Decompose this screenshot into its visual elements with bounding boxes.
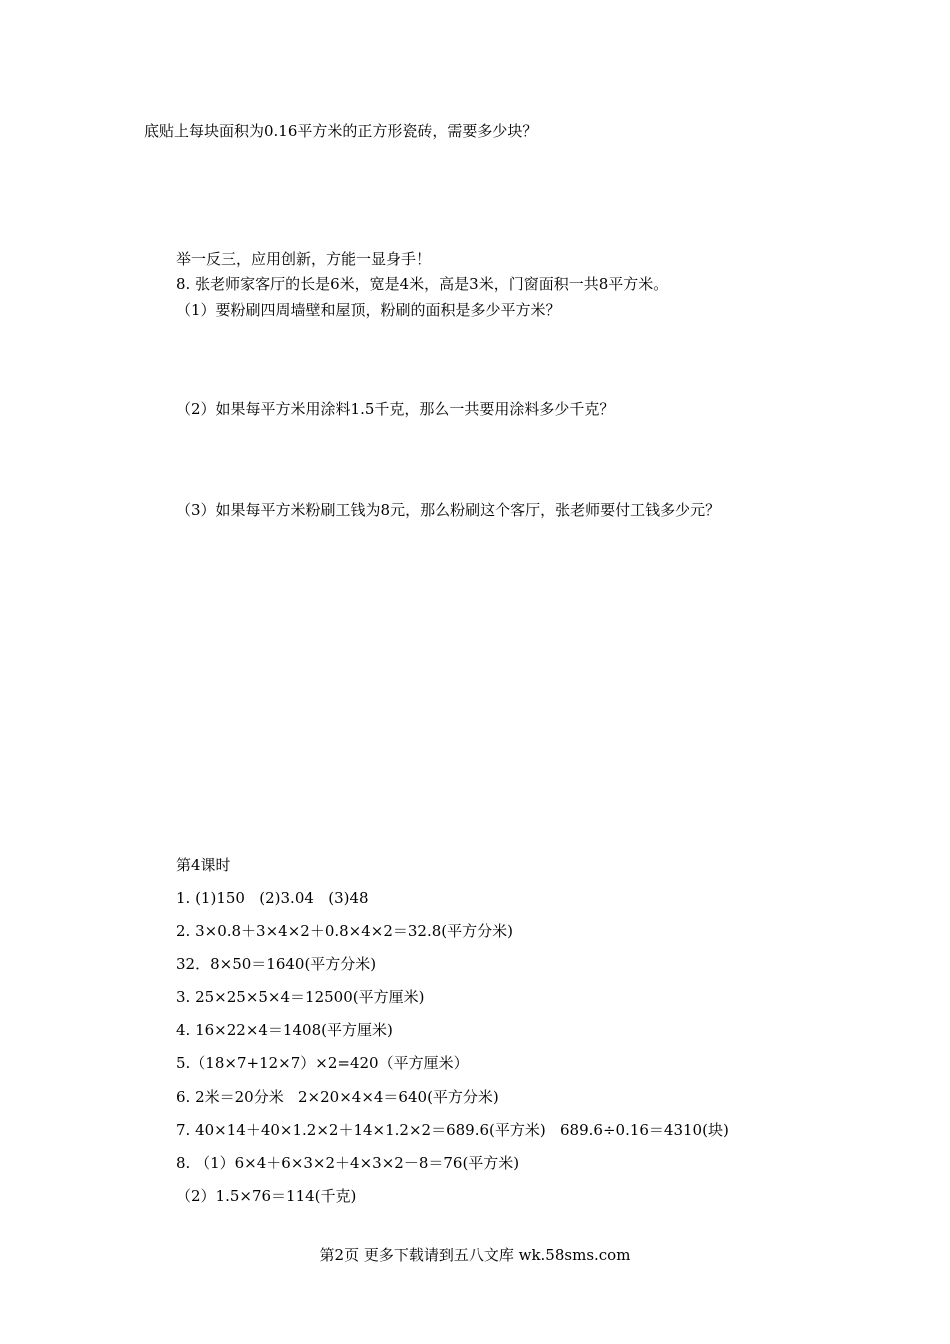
- answer-line: 7. 40×14＋40×1.2×2＋14×1.2×2＝689.6(平方米) 689.6÷0.16＝4310(块): [176, 1121, 729, 1139]
- answer-line: 8. （1）6×4＋6×3×2＋4×3×2－8＝76(平方米): [176, 1154, 520, 1172]
- answer-line: 32．8×50＝1640(平方分米): [176, 955, 377, 973]
- answer-line: 5.（18×7+12×7）×2=420（平方厘米）: [176, 1054, 469, 1072]
- answer-line: 4. 16×22×4＝1408(平方厘米): [176, 1021, 393, 1039]
- answer-line: 2. 3×0.8＋3×4×2＋0.8×4×2＝32.8(平方分米): [176, 922, 513, 940]
- answer-line: （2）1.5×76＝114(千克): [176, 1187, 357, 1205]
- question-8-part-1: （1）要粉刷四周墙壁和屋顶，粉刷的面积是多少平方米？: [176, 301, 561, 319]
- question-7-continuation: 底贴上每块面积为0.16平方米的正方形瓷砖，需要多少块？: [144, 122, 538, 140]
- question-8-part-2: （2）如果每平方米用涂料1.5千克，那么一共要用涂料多少千克？: [176, 400, 615, 418]
- question-8-stem: 8. 张老师家客厅的长是6米，宽是4米，高是3米，门窗面积一共8平方米。: [176, 275, 669, 293]
- question-8-part-3: （3）如果每平方米粉刷工钱为8元，那么粉刷这个客厅，张老师要付工钱多少元？: [176, 501, 721, 519]
- answers-title: 第4课时: [176, 856, 231, 874]
- answer-line: 1. (1)150 (2)3.04 (3)48: [176, 889, 369, 907]
- answer-line: 6. 2米＝20分米 2×20×4×4＝640(平方分米): [176, 1088, 499, 1106]
- page-footer: 第2页 更多下载请到五八文库 wk.58sms.com: [319, 1246, 631, 1264]
- answer-line: 3. 25×25×5×4＝12500(平方厘米): [176, 988, 425, 1006]
- section-heading: 举一反三，应用创新，方能一显身手！: [176, 250, 432, 268]
